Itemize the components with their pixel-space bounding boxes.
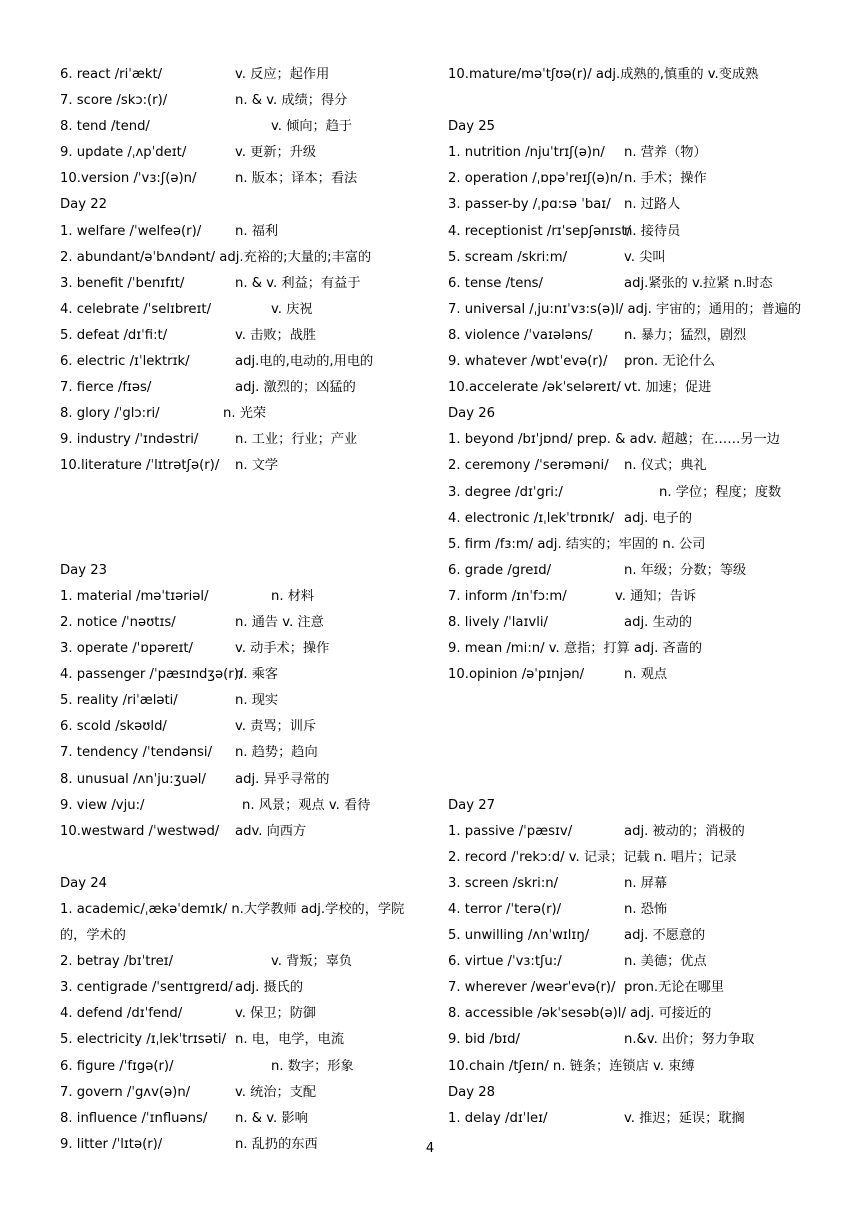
blank-line [60, 480, 422, 506]
vocab-word: 8. unusual /ʌnˈju:ʒuəl/ [60, 771, 206, 787]
vocab-word: 7. fierce /fɪəs/ [60, 380, 152, 396]
vocab-word: 9. whatever /wɒtˈevə(r)/ [448, 354, 608, 370]
vocab-entry [448, 480, 808, 506]
vocab-word: 10.literature /ˈlɪtrətʃə(r)/ [60, 458, 220, 474]
vocab-word: 5. unwilling /ʌnˈwɪlɪŋ/ [448, 928, 590, 944]
vocab-word: 6. electric /ɪˈlektrɪk/ [60, 354, 190, 370]
vocab-word: 6. scold /skəʊld/ [60, 719, 167, 735]
vocab-entry [60, 714, 422, 740]
vocab-entry: 7. universal /ˌju:nɪˈvɜ:s(ə)l/ adj. 宇宙的；通用的；普遍的 [448, 301, 802, 317]
vocab-definition: n. 暴力；猛烈，剧烈 [624, 327, 747, 343]
vocab-definition: n. & v. 成绩；得分 [235, 93, 348, 109]
blank-line [60, 532, 422, 558]
vocab-word: 2. betray /bɪˈtreɪ/ [60, 954, 174, 970]
vocab-entry [448, 140, 808, 166]
vocab-entry [448, 323, 808, 349]
vocab-entry [60, 219, 422, 245]
blank-line [448, 88, 808, 114]
right-column [448, 62, 808, 1132]
vocab-entry [60, 453, 422, 479]
vocab-definition: adj.紧张的 v.拉紧 n.时态 [624, 275, 773, 291]
vocab-entry [448, 245, 808, 271]
vocab-definition: v. 统治；支配 [235, 1084, 317, 1100]
vocab-entry [448, 819, 808, 845]
vocab-definition: adj. 被动的；消极的 [624, 823, 745, 839]
vocab-entry [60, 610, 422, 636]
vocab-entry [60, 375, 422, 401]
vocab-word: 2. notice /ˈnəʊtɪs/ [60, 614, 176, 630]
vocab-entry [448, 453, 808, 479]
vocab-definition: n. 福利 [235, 223, 279, 239]
vocab-entry [60, 584, 422, 610]
vocab-word: 1. welfare /ˈwelfeə(r)/ [60, 223, 202, 239]
vocab-entry [448, 1106, 808, 1132]
vocab-definition: n. 通告 v. 注意 [235, 614, 324, 630]
blank-line [60, 845, 422, 871]
vocab-word: 5. reality /riˈæləti/ [60, 693, 178, 709]
vocab-definition: n. 仪式；典礼 [624, 458, 707, 474]
day-heading: Day 26 [448, 406, 496, 422]
vocab-definition: n. 接待员 [624, 223, 681, 239]
vocab-entry [448, 610, 808, 636]
vocab-word: 6. grade /greɪd/ [448, 562, 552, 578]
vocab-word: 8. influence /ˈɪnfluəns/ [60, 1110, 208, 1126]
vocab-entry [60, 767, 422, 793]
vocab-entry [60, 793, 422, 819]
vocab-entry [448, 897, 808, 923]
vocab-definition: n. 观点 [624, 667, 668, 683]
vocab-entry [448, 584, 808, 610]
vocab-definition: n. 工业；行业；产业 [235, 432, 358, 448]
vocab-definition: n. 乱扔的东西 [235, 1136, 318, 1152]
vocab-entry [60, 975, 422, 1001]
vocab-word: 8. violence /ˈvaɪələns/ [448, 327, 593, 343]
vocab-definition: pron.无论在哪里 [624, 980, 725, 996]
vocab-entry [448, 949, 808, 975]
vocab-entry [60, 1080, 422, 1106]
vocab-definition: adj. 生动的 [624, 614, 693, 630]
vocab-definition: n. 乘客 [235, 667, 279, 683]
vocab-definition: v. 更新；升级 [235, 145, 317, 161]
day-heading: Day 28 [448, 1084, 496, 1100]
vocab-entry [60, 62, 422, 88]
vocab-definition: n. 屏幕 [624, 875, 668, 891]
vocab-definition: adj. 激烈的；凶猛的 [235, 380, 356, 396]
vocab-definition: n. 营养（物） [624, 145, 707, 161]
vocab-entry: 1. beyond /bɪˈjɒnd/ prep. & adv. 超越；在……另一边 [448, 432, 780, 448]
vocab-entry: 5. firm /fɜ:m/ adj. 结实的；牢固的 n. 公司 [448, 536, 706, 552]
vocab-word: 7. inform /ɪnˈfɔ:m/ [448, 588, 567, 604]
day-heading: Day 27 [448, 797, 496, 813]
vocab-word: 4. celebrate /ˈselɪbreɪt/ [60, 301, 212, 317]
vocab-entry [448, 871, 808, 897]
vocab-entry [60, 427, 422, 453]
vocab-word: 5. defeat /dɪˈfi:t/ [60, 327, 168, 343]
vocab-word: 4. electronic /ɪˌlekˈtrɒnɪk/ [448, 510, 615, 526]
day-heading: Day 23 [60, 562, 108, 578]
left-column [60, 62, 422, 1158]
vocab-entry: 8. accessible /əkˈsesəb(ə)l/ adj. 可接近的 [448, 1006, 712, 1022]
vocab-word: 9. view /vju:/ [60, 797, 145, 813]
vocab-word: 3. centigrade /ˈsentɪgreɪd/ [60, 980, 233, 996]
vocab-definition: n. 版本；译本；看法 [235, 171, 358, 187]
vocab-word: 9. bid /bɪd/ [448, 1032, 520, 1048]
vocab-definition: n. 手术；操作 [624, 171, 707, 187]
vocab-definition: n. & v. 影响 [235, 1110, 308, 1126]
vocab-definition: v. 动手术；操作 [235, 641, 330, 657]
vocab-word: 1. delay /dɪˈleɪ/ [448, 1110, 548, 1126]
blank-line [448, 688, 808, 714]
vocab-word: 7. govern /ˈgʌv(ə)n/ [60, 1084, 191, 1100]
vocab-definition: adj. 异乎寻常的 [235, 771, 330, 787]
vocab-entry [60, 140, 422, 166]
vocab-word: 3. benefit /ˈbenɪfɪt/ [60, 275, 185, 291]
day-heading: Day 25 [448, 119, 496, 135]
vocab-entry: 2. record /ˈrekɔ:d/ v. 记录；记载 n. 唱片；记录 [448, 849, 737, 865]
vocab-entry [60, 688, 422, 714]
blank-line [448, 740, 808, 766]
vocab-word: 5. electricity /ɪˌlekˈtrɪsəti/ [60, 1032, 227, 1048]
vocab-definition: n. 年级；分数；等级 [624, 562, 747, 578]
vocab-word: 6. tense /tens/ [448, 275, 543, 291]
vocab-definition: n. 数字；形象 [271, 1058, 354, 1074]
vocab-word: 3. passer-by /ˌpɑ:sə ˈbaɪ/ [448, 197, 611, 213]
vocab-word: 3. degree /dɪˈgri:/ [448, 484, 563, 500]
vocab-definition: v. 倾向；趋于 [271, 119, 353, 135]
vocab-definition: n. 文学 [235, 458, 279, 474]
vocab-definition: adj. 不愿意的 [624, 928, 706, 944]
vocab-definition: v. 庆祝 [271, 301, 313, 317]
vocab-entry [60, 1106, 422, 1132]
vocab-word: 9. litter /ˈlɪtə(r)/ [60, 1136, 163, 1152]
vocab-word: 1. passive /ˈpæsɪv/ [448, 823, 573, 839]
vocab-entry: 1. academic/ˌækəˈdemɪk/ n.大学教师 adj.学校的，学院的，学术的 [60, 902, 405, 944]
vocab-definition: adv. 向西方 [235, 823, 307, 839]
vocab-word: 9. industry /ˈɪndəstri/ [60, 432, 199, 448]
vocab-definition: n. 现实 [235, 693, 279, 709]
vocab-definition: n. 光荣 [223, 406, 267, 422]
vocab-entry [60, 949, 422, 975]
vocab-definition: v. 通知；告诉 [615, 588, 697, 604]
vocab-entry [448, 975, 808, 1001]
vocab-entry [448, 662, 808, 688]
vocab-entry [60, 166, 422, 192]
vocab-word: 7. tendency /ˈtendənsi/ [60, 745, 213, 761]
vocab-definition: n. 材料 [271, 588, 315, 604]
vocab-definition: adj. 摄氏的 [235, 980, 304, 996]
vocab-entry: 10.mature/məˈtʃʊə(r)/ adj.成熟的,慎重的 v.变成熟 [448, 67, 759, 82]
vocab-definition: n. 美德；优点 [624, 954, 707, 970]
vocab-entry [448, 349, 808, 375]
vocab-word: 10.version /ˈvɜ:ʃ(ə)n/ [60, 171, 197, 187]
vocab-definition: n. 风景；观点 v. 看待 [242, 797, 371, 813]
vocab-entry [448, 219, 808, 245]
blank-line [448, 767, 808, 793]
vocab-definition: v. 击败；战胜 [235, 327, 317, 343]
vocab-word: 7. wherever /weərˈevə(r)/ [448, 980, 616, 996]
vocab-entry [60, 323, 422, 349]
vocab-word: 2. operation /ˌɒpəˈreɪʃ(ə)n/ [448, 171, 623, 187]
vocab-entry [60, 271, 422, 297]
vocab-definition: v. 责骂；训斥 [235, 719, 317, 735]
vocab-word: 10.accelerate /əkˈseləreɪt/ [448, 380, 621, 396]
vocab-entry [60, 349, 422, 375]
vocab-word: 4. passenger /ˈpæsɪndʒə(r)/ [60, 667, 244, 683]
vocab-entry [448, 558, 808, 584]
vocab-word: 2. ceremony /ˈserəməni/ [448, 458, 609, 474]
vocab-word: 10.westward /ˈwestwəd/ [60, 823, 220, 839]
vocab-entry: 10.chain /tʃeɪn/ n. 链条；连锁店 v. 束缚 [448, 1058, 695, 1074]
day-heading: Day 24 [60, 875, 108, 891]
vocab-entry: 9. mean /mi:n/ v. 意指；打算 adj. 吝啬的 [448, 641, 703, 657]
vocab-entry [60, 819, 422, 845]
vocab-entry [60, 114, 422, 140]
vocab-definition: n.&v. 出价；努力争取 [624, 1032, 755, 1048]
vocab-definition: v. 背叛；辜负 [271, 954, 353, 970]
vocab-definition: v. 反应；起作用 [235, 67, 330, 82]
vocab-definition: n. & v. 利益；有益于 [235, 275, 361, 291]
vocab-definition: n. 恐怖 [624, 902, 668, 917]
vocab-definition: adj. 电子的 [624, 510, 693, 526]
vocab-word: 8. lively /ˈlaɪvli/ [448, 614, 548, 630]
vocab-definition: v. 推迟；延误；耽搁 [624, 1110, 745, 1126]
vocab-definition: adj.电的,电动的,用电的 [235, 354, 374, 370]
vocab-word: 8. glory /ˈglɔ:ri/ [60, 406, 160, 422]
vocab-entry [60, 297, 422, 323]
vocab-entry [60, 1027, 422, 1053]
vocab-word: 4. terror /ˈterə(r)/ [448, 902, 562, 917]
vocab-definition: n. 过路人 [624, 197, 681, 213]
vocab-entry [60, 1054, 422, 1080]
vocab-definition: v. 尖叫 [624, 249, 666, 265]
vocab-word: 6. figure /ˈfɪgə(r)/ [60, 1058, 174, 1074]
vocab-entry [448, 1027, 808, 1053]
vocab-word: 5. scream /skri:m/ [448, 249, 568, 265]
vocab-entry [448, 375, 808, 401]
vocab-word: 6. react /riˈækt/ [60, 67, 163, 82]
vocab-word: 1. nutrition /njuˈtrɪʃ(ə)n/ [448, 145, 605, 161]
vocab-word: 4. defend /dɪˈfend/ [60, 1006, 183, 1022]
vocab-entry [448, 166, 808, 192]
vocab-definition: n. 电，电学，电流 [235, 1032, 345, 1048]
vocab-word: 1. material /məˈtɪəriəl/ [60, 588, 209, 604]
vocab-entry: 2. abundant/əˈbʌndənt/ adj.充裕的;大量的;丰富的 [60, 249, 372, 265]
vocab-definition: v. 保卫；防御 [235, 1006, 317, 1022]
vocab-definition: n. 学位；程度；度数 [659, 484, 782, 500]
blank-line [60, 506, 422, 532]
vocab-definition: pron. 无论什么 [624, 354, 716, 370]
vocab-word: 3. screen /skri:n/ [448, 875, 559, 891]
vocab-entry [60, 401, 422, 427]
blank-line [448, 714, 808, 740]
vocab-entry [448, 192, 808, 218]
vocab-word: 7. score /skɔ:(r)/ [60, 93, 168, 109]
vocab-entry [60, 88, 422, 114]
vocab-entry [60, 1001, 422, 1027]
day-heading: Day 22 [60, 197, 108, 213]
vocab-entry [60, 636, 422, 662]
vocab-word: 9. update /ˌʌpˈdeɪt/ [60, 145, 187, 161]
vocab-entry [60, 662, 422, 688]
vocab-word: 8. tend /tend/ [60, 119, 150, 135]
vocab-word: 6. virtue /ˈvɜ:tʃu:/ [448, 954, 562, 970]
vocab-entry [448, 923, 808, 949]
vocab-definition: vt. 加速；促进 [624, 380, 712, 396]
vocab-word: 4. receptionist /rɪˈsepʃənɪst/ [448, 223, 631, 239]
vocab-entry [448, 506, 808, 532]
vocab-word: 10.opinion /əˈpɪnjən/ [448, 667, 585, 683]
vocab-definition: n. 趋势；趋向 [235, 745, 318, 761]
page-number: 4 [425, 1141, 435, 1156]
vocab-word: 3. operate /ˈɒpəreɪt/ [60, 641, 193, 657]
vocab-entry [60, 740, 422, 766]
vocab-entry [448, 271, 808, 297]
